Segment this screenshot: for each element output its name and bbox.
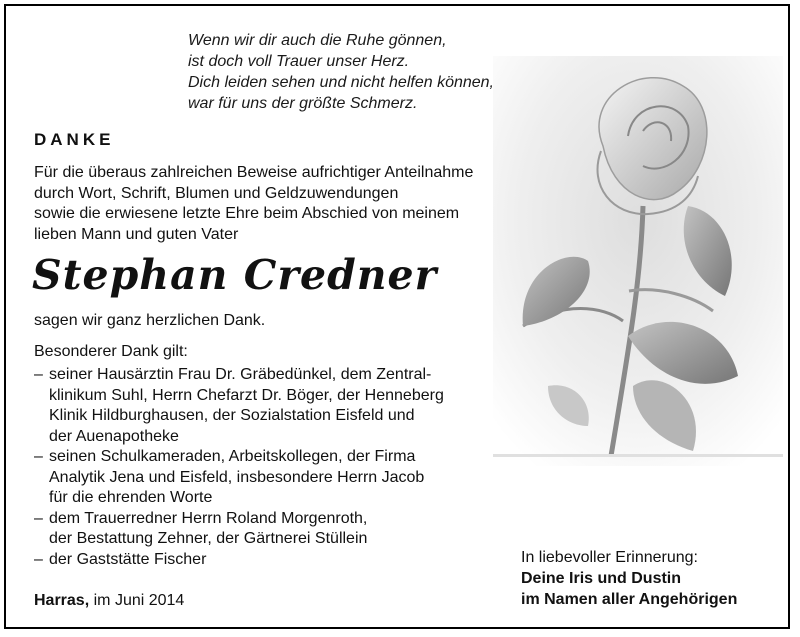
place-date [34, 592, 184, 610]
date: im Juni 2014 [93, 592, 185, 609]
list-item-line: Analytik Jena und Eisfeld, insbesondere Herrn Jacob [49, 468, 425, 486]
signature-family: im Namen aller Angehörigen [521, 591, 738, 608]
intro-line: durch Wort, Schrift, Blumen und Geldzuwendungen [34, 184, 399, 202]
intro-line: sowie die erwiesene letzte Ehre beim Abschied von meinem [34, 205, 460, 222]
signature-names: Deine Iris und Dustin [521, 570, 682, 587]
poem-line: war für uns der größte Schmerz. [188, 95, 418, 112]
list-item-line: der Gaststätte Fischer [49, 550, 207, 568]
list-item [34, 447, 514, 509]
poem [188, 30, 494, 114]
list-item [34, 365, 514, 447]
poem-line: ist doch voll Trauer unser Herz. [188, 53, 410, 70]
dash-bullet: – [34, 550, 43, 568]
list-item-line: seiner Hausärztin Frau Dr. Gräbedünkel, dem Zentral- [49, 366, 432, 383]
deceased-name: Stephan Credner [32, 251, 438, 299]
list-item-line: dem Trauerredner Herrn Roland Morgenroth, [49, 509, 368, 527]
intro-text [34, 163, 534, 245]
signature-block [521, 547, 737, 610]
list-item [34, 550, 514, 571]
special-thanks-title: Besonderer Dank gilt: [34, 343, 188, 360]
list-item-line: der Bestattung Zehner, der Gärtnerei Stüllein [49, 530, 368, 547]
thanks-line: sagen wir ganz herzlichen Dank. [34, 312, 266, 329]
special-thanks-list [34, 365, 514, 570]
intro-line: lieben Mann und guten Vater [34, 225, 239, 243]
heading-danke: DANKE [34, 130, 115, 149]
list-item [34, 509, 514, 550]
place: Harras, [34, 592, 90, 609]
dash-bullet: – [34, 366, 43, 383]
poem-line: Dich leiden sehen und nicht helfen können, [188, 74, 494, 91]
rose-illustration [493, 56, 783, 466]
dash-bullet: – [34, 509, 43, 527]
list-item-line: der Auenapotheke [49, 427, 179, 445]
list-item-line: Klinik Hildburghausen, der Sozialstation Eisfeld und [49, 407, 415, 424]
list-item-line: seinen Schulkameraden, Arbeitskollegen, der Firma [49, 448, 416, 465]
signature-intro: In liebevoller Erinnerung: [521, 549, 698, 566]
poem-line: Wenn wir dir auch die Ruhe gönnen, [188, 32, 447, 49]
list-item-line: für die ehrenden Worte [49, 489, 213, 506]
dash-bullet: – [34, 448, 43, 465]
intro-line: Für die überaus zahlreichen Beweise aufrichtiger Anteilnahme [34, 164, 474, 181]
list-item-line: klinikum Suhl, Herrn Chefarzt Dr. Böger, der Henneberg [49, 386, 444, 404]
